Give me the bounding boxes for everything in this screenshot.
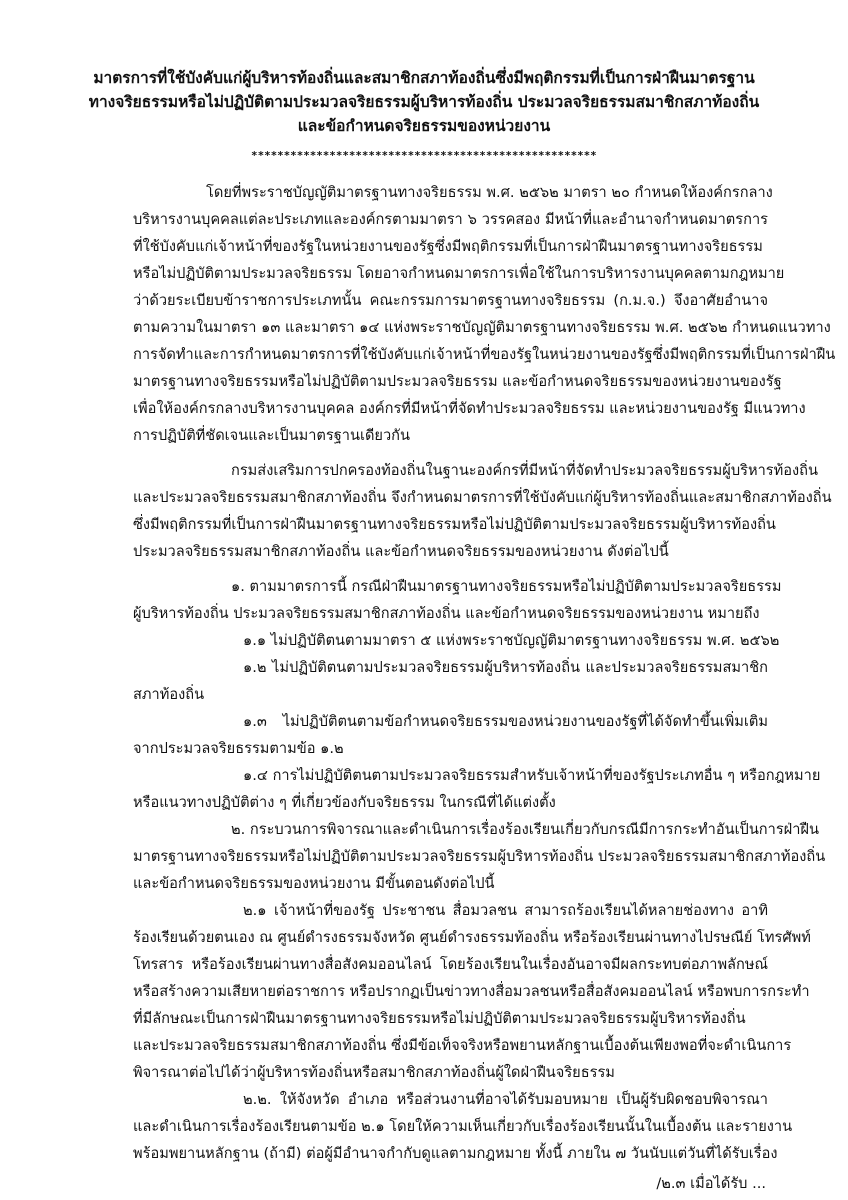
body-line: ๒. กระบวนการพิจารณาและดำเนินการเรื่องร้องเรียนเกี่ยวกับกรณีมีการกระทำอันเป็นการฝ่าฝืน	[231, 821, 819, 838]
body-line: จากประมวลจริยธรรมตามข้อ ๑.๒	[133, 740, 344, 757]
body-line: ว่าด้วยระเบียบข้าราชการประเภทนั้น คณะกรรมการมาตรฐานทางจริยธรรม (ก.ม.จ.) จึงอาศัยอำนาจ	[133, 292, 768, 309]
body-line: และดำเนินการเรื่องร้องเรียนตามข้อ ๒.๑ โดยให้ความเห็นเกี่ยวกับเรื่องร้องเรียนนั้นในเบื้องต้น และรายงาน	[133, 1118, 793, 1135]
body-line: หรือแนวทางปฏิบัติต่าง ๆ ที่เกี่ยวข้องกับจริยธรรม ในกรณีที่ได้แต่งตั้ง	[133, 794, 556, 811]
document-title-line-2: ทางจริยธรรมหรือไม่ปฏิบัติตามประมวลจริยธรรมผู้บริหารท้องถิ่น ประมวลจริยธรรมสมาชิกสภาท้องถิ่น	[88, 93, 760, 111]
body-line: และประมวลจริยธรรมสมาชิกสภาท้องถิ่น ซึ่งมีข้อเท็จจริงหรือพยานหลักฐานเบื้องต้นเพียงพอที่จะดำเนินการ	[133, 1037, 792, 1054]
body-line: การจัดทำและการกำหนดมาตรการที่ใช้บังคับแก่เจ้าหน้าที่ของรัฐในหน่วยงานของรัฐซึ่งมีพฤติกรรมที่เป็นการฝ่าฝืน	[133, 346, 836, 363]
body-line: มาตรฐานทางจริยธรรมหรือไม่ปฏิบัติตามประมวลจริยธรรมผู้บริหารท้องถิ่น ประมวลจริยธรรมสมาชิกสภาท้องถิ่น	[133, 848, 826, 865]
body-line: ที่ใช้บังคับแก่เจ้าหน้าที่ของรัฐในหน่วยงานของรัฐซึ่งมีพฤติกรรมที่เป็นการฝ่าฝืนมาตรฐานทางจริยธรรม	[133, 238, 763, 255]
document-title-line-1: มาตรการที่ใช้บังคับแก่ผู้บริหารท้องถิ่นและสมาชิกสภาท้องถิ่นซึ่งมีพฤติกรรมที่เป็นการฝ่าฝืนมาตรฐาน	[93, 69, 755, 87]
body-line: ร้องเรียนด้วยตนเอง ณ ศูนย์ดำรงธรรมจังหวัด ศูนย์ดำรงธรรมท้องถิ่น หรือร้องเรียนผ่านทางไปรษณีย์ โทรศัพท์	[133, 929, 811, 946]
body-line: โดยที่พระราชบัญญัติมาตรฐานทางจริยธรรม พ.ศ. ๒๕๖๒ มาตรา ๒๐ กำหนดให้องค์กรกลาง	[206, 184, 773, 201]
body-line: ๒.๒. ให้จังหวัด อำเภอ หรือส่วนงานที่อาจได้รับมอบหมาย เป็นผู้รับผิดชอบพิจารณา	[243, 1091, 768, 1108]
body-line: หรือไม่ปฏิบัติตามประมวลจริยธรรม โดยอาจกำหนดมาตรการเพื่อใช้ในการบริหารงานบุคคลตามกฎหมาย	[133, 265, 785, 282]
document-title-line-3: และข้อกำหนดจริยธรรมของหน่วยงาน	[297, 117, 551, 135]
body-line: หรือสร้างความเสียหายต่อราชการ หรือปรากฏเป็นข่าวทางสื่อมวลชนหรือสื่อสังคมออนไลน์ หรือพบการกระทำ	[133, 983, 810, 1000]
body-line: ๑.๑ ไม่ปฏิบัติตนตามมาตรา ๕ แห่งพระราชบัญญัติมาตรฐานทางจริยธรรม พ.ศ. ๒๕๖๒	[243, 632, 780, 649]
body-line: ที่มีลักษณะเป็นการฝ่าฝืนมาตรฐานทางจริยธรรมหรือไม่ปฏิบัติตามประมวลจริยธรรมผู้บริหารท้องถิ่น	[133, 1010, 746, 1027]
body-line: ๒.๑ เจ้าหน้าที่ของรัฐ ประชาชน สื่อมวลชน สามารถร้องเรียนได้หลายช่องทาง อาทิ	[243, 902, 768, 919]
body-line: โทรสาร หรือร้องเรียนผ่านทางสื่อสังคมออนไลน์ โดยร้องเรียนในเรื่องอันอาจมีผลกระทบต่อภาพลักษณ์	[133, 956, 768, 973]
body-line: เพื่อให้องค์กรกลางบริหารงานบุคคล องค์กรที่มีหน้าที่จัดทำประมวลจริยธรรม และหน่วยงานของรัฐ มีแนวทาง	[133, 400, 806, 417]
body-line: ซึ่งมีพฤติกรรมที่เป็นการฝ่าฝืนมาตรฐานทางจริยธรรมหรือไม่ปฏิบัติตามประมวลจริยธรรมผู้บริหารท้องถิ่น	[133, 516, 776, 533]
body-line: ๑. ตามมาตรการนี้ กรณีฝ่าฝืนมาตรฐานทางจริยธรรมหรือไม่ปฏิบัติตามประมวลจริยธรรม	[231, 578, 782, 595]
body-line: พร้อมพยานหลักฐาน (ถ้ามี) ต่อผู้มีอำนาจกำกับดูแลตามกฎหมาย ทั้งนี้ ภายใน ๗ วันนับแต่วันที่ได้รับเรื่อง	[133, 1145, 778, 1162]
body-line: ๑.๔ การไม่ปฏิบัติตนตามประมวลจริยธรรมสำหรับเจ้าหน้าที่ของรัฐประเภทอื่น ๆ หรือกฎหมาย	[243, 767, 821, 784]
title-separator: *****************************************************	[251, 150, 597, 162]
body-line: พิจารณาต่อไปได้ว่าผู้บริหารท้องถิ่นหรือสมาชิกสภาท้องถิ่นผู้ใดฝ่าฝืนจริยธรรม	[133, 1064, 615, 1081]
body-line: ตามความในมาตรา ๑๓ และมาตรา ๑๔ แห่งพระราชบัญญัติมาตรฐานทางจริยธรรม พ.ศ. ๒๕๖๒ กำหนดแนวทาง	[133, 319, 831, 336]
body-line: และประมวลจริยธรรมสมาชิกสภาท้องถิ่น จึงกำหนดมาตรการที่ใช้บังคับแก่ผู้บริหารท้องถิ่นและสมาชิกสภาท้องถิ่น	[133, 489, 832, 506]
body-line: และข้อกำหนดจริยธรรมของหน่วยงาน มีขั้นตอนดังต่อไปนี้	[133, 875, 495, 892]
body-line: ประมวลจริยธรรมสมาชิกสภาท้องถิ่น และข้อกำหนดจริยธรรมของหน่วยงาน ดังต่อไปนี้	[133, 543, 669, 560]
body-line: ผู้บริหารท้องถิ่น ประมวลจริยธรรมสมาชิกสภาท้องถิ่น และข้อกำหนดจริยธรรมของหน่วยงาน หมายถึง	[133, 605, 760, 622]
body-line: การปฏิบัติที่ชัดเจนและเป็นมาตรฐานเดียวกัน	[133, 427, 410, 444]
body-line: มาตรฐานทางจริยธรรมหรือไม่ปฏิบัติตามประมวลจริยธรรม และข้อกำหนดจริยธรรมของหน่วยงานของรัฐ	[133, 373, 782, 390]
page-continuation: /๒.๓ เมื่อได้รับ ...	[656, 1175, 766, 1192]
body-line: ๑.๒ ไม่ปฏิบัติตนตามประมวลจริยธรรมผู้บริหารท้องถิ่น และประมวลจริยธรรมสมาชิก	[243, 659, 768, 676]
body-line: กรมส่งเสริมการปกครองท้องถิ่นในฐานะองค์กรที่มีหน้าที่จัดทำประมวลจริยธรรมผู้บริหารท้องถิ่น	[231, 462, 818, 479]
body-line: สภาท้องถิ่น	[133, 686, 205, 703]
body-line: บริหารงานบุคคลแต่ละประเภทและองค์กรตามมาตรา ๖ วรรคสอง มีหน้าที่และอำนาจกำหนดมาตรการ	[133, 211, 768, 228]
body-line: ๑.๓ ไม่ปฏิบัติตนตามข้อกำหนดจริยธรรมของหน่วยงานของรัฐที่ได้จัดทำขึ้นเพิ่มเติม	[243, 713, 768, 730]
